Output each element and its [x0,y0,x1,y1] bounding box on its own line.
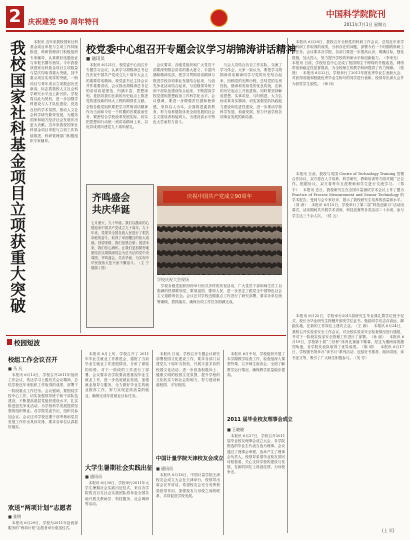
insert-box-body: 七月流火，九十华诞。我们以激动的心情迎来中国共产党成立九十周年。九十年来，党领导全国各族人民进行了艰苦卓绝的奋斗，取得了举世瞩目的伟大成就。回望来路，我们倍感自豪；展望未来，我们信心满怀。让我们更加紧密地团结在以胡锦涛同志为总书记的党中央周围，齐鸣盛会，共庆华诞，为实现中华民族伟大复兴而不懈奋斗。（文 宁德源 / 图） [91,221,149,270]
paper-name: 中国科学院院刊 [326,10,386,20]
photo-audience [157,225,282,275]
page-number-badge: 2 [6,6,24,28]
page-tail: (上 页) [382,528,395,533]
article-body-5: 本报讯 6月27日，学校召开2011届毕业校友理事会成立大会，各学院推选的毕业生代表当选为理事。会议通过了理事会章程，选举产生了理事会负责人。校领导希望毕业校友常回母校看看，关心支持学校的建设与发展，在新的岗位上再创佳绩，为母校争光。 [227,434,285,475]
meeting-photo [157,186,282,275]
photo-banner: 庆祝中国共产党成立90周年 [163,191,276,203]
brief-divider-2 [152,350,153,535]
article-byline-4: ■ 通讯员 [156,466,174,471]
date-line: 2011年7月1日 星期五 [344,22,387,27]
article-body-4: 本报讯 6月18日，中国计量学院天津校友会成立大会在天津举行，校领导出席会议并讲话，希望校友会充分发挥桥梁纽带作用，加强校友与母校之间的联系，共同促进学校发展。 [156,473,220,498]
brief-section-label: 校园短波 [14,339,40,347]
brief-body-col-4a: 本报讯 6月中旬，学校组织开展了本学期教学检查工作，检查组深入课堂听课，召开师生座谈会，全面了解教学运行情况，确保教学质量稳步提高。 [227,352,285,377]
article-body-3: 本报讯 6月30日，学校举行2011年大学生暑期社会实践出征仪式，来自各学院的近百支社会实践团队将奔赴全国各地开展支教助学、科技服务、社会调研等活动。 [85,481,149,506]
right-col-news-1: 本报讯 6月28日，我校召开全校性的科研工作会议，总结近年来学校科研工作取得的成绩，分析存在的问题，部署今后一个时期的科研工作任务。会议要求各学院、各部门要进一步提高认识，明确目标，强化措施，加大投入，努力提升学校的科研水平和创新能力。（李来光） 本报讯 日前，学校信息中心完成了校园网主干网络的升级改造，网络带宽和稳定性显著提高，为全校师生的教学科研提供了有力保障。（张晨） 本报讯 6月22日，学校举行了2011年度优秀毕业生表彰大会，对获得省级和校级优秀毕业生称号的同学进行表彰，校领导出席大会并为获奖学生颁奖。（章 伟） [292,40,404,86]
right-col-divider [287,38,288,533]
main-headline: 校党委中心组召开专题会议学习胡锦涛讲话精神 [86,45,296,56]
article-title-2: 欢送“两项计划”志愿者 [8,505,72,512]
photo-caption: 学校庆祝大会现场 [157,277,189,282]
insert-box-title: 齐鸣盛会 共庆华诞 [92,193,131,216]
lead-body-col-1: 本报讯 近年来我校国家社科基金项目申报与立项工作持续推进，科研管理部门积极组织专家辅导，认真做好选题论证与申报书撰写指导。今年我校获国家社科基金项目立项数量与层次均取得重大突破，其中重点项目实现零的突破，一般项目与青年项目立项数创历史新高，标志着我校人文社会科学研究水平迈上新台阶。学校将以此为契机，进一步加强学科建设与人才队伍建设，营造良好的学术氛围，推动人文社会科学研究繁荣发展，为服务国家和地方经济社会发展作出更大贡献。近年来我校国家社科基金项目申报与立项工作持续推进，科研管理部门积极组织专家辅导。 [30,40,78,143]
brief-body-col-3a: 本报讯 日前，学校召开专题会议研究部署校园文化建设工作，要求各部门以建党九十周年为契机，开展丰富多彩的校园文化活动，进一步营造积极向上、健康文明的校园文化氛围，提升学校的文化软实力和社会影响力，努力建设和谐校园、平安校园。 [156,352,220,388]
article-byline-5: ■ 王晓晓 [227,427,245,432]
article-byline-1: ■ 马 凡 [8,366,23,371]
article-title-1: 校组工作会议召开 [8,357,58,364]
article-title-5: 2011 届毕业校友理事会成立 [227,417,293,423]
brief-body-col-2a: 本报讯 6月上旬，学校召开了 2011 年毕业生就业工作推进会，通报了当前毕业生就业工作进展情况，分析了面临的形势，对下一阶段的工作进行了部署。会议要求各学院要高度重视毕业生就业工作，进一步拓宽就业渠道，加强就业指导与服务，全力做好毕业生的就业推荐工作，努力实现更高质量的就业，确保完成年度就业目标任务。 [85,352,149,398]
lead-body-col-5: 学校各级党组织纷纷举行形式多样的庆祝活动，广大党员干部和师生员工以饱满的热情歌颂党、歌颂祖国、歌颂人民，进一步坚定了跟党走中国特色社会主义道路的信念。会议还对学校近期重点工作进行了研究部署，要求各单位统筹兼顾，狠抓落实，确保各项工作任务圆满完成。 [157,284,282,304]
article-byline-3: ■ 通讯员 [85,474,103,479]
photo-stage-backdrop [157,206,282,224]
insert-box [86,184,154,328]
lead-body-col-4: 与会人员结合各自工作实际，交流了学习体会，大家一致认为，要把学习胡锦涛讲话精神同学习党的历史结合起来，回顾党的光辉历程，总结党的宝贵经验，继承和发扬党的优良传统，在新的历史起点上开拓进取。同时要坚持解放思想、实事求是、与时俱进，大力弘扬求真务实精神，切实加强党的执政能力建设和先进性建设，进一步推动学校科学发展、和谐发展，努力开创学校各项事业发展的新局面。 [220,63,282,120]
brief-section-marker-icon [7,339,12,345]
brief-divider-1 [81,350,82,535]
article-body-2: 本报讯 6月29日，学校为2011年赴西部服务的“两项计划”志愿者举行欢送仪式。 [8,521,78,531]
article-byline-2: ■ 张明 [8,514,22,519]
brief-divider-3 [223,350,224,535]
right-col-news-3: 本报讯 6月25日，学校举行2011届研究生毕业典礼暨学位授予仪式，校长为毕业研究生拨穗并颁发学位证书，勉励同学们志存高远、脚踏实地，在新的工作岗位上建功立业。（王 颖） 本报讯 6月24日，我校召开实验室安全工作会议，对全校实验室安全检查情况进行通报，并对下一阶段实验室安全管理工作进行了部署。（孙 丽） 本报讯 6月19日，学校第十届“三好杯”体育比赛落下帷幕，经过为期两周的激烈角逐，各学院代表队取得了优异成绩。（陈 明） 本报讯 6月17日，学校图书馆举办“读书月”系列活动，包括好书推荐、阅读讲座、读书征文等，吸引了广大师生积极参与。（吴 芳） [292,314,404,360]
lead-body-col-2: 本报讯 6月21日，校党委中心组召开专题学习会议，认真学习胡锦涛总书记在庆祝中国共产党成立九十周年大会上的重要讲话精神。校党委书记主持会议并作重要讲话，会议指出胡锦涛总书记的讲话高屋建瓴、内涵丰富、思想深刻，是指导我们在新的历史起点上推进党的建设新的伟大工程的纲领性文献。全校各级党组织要把学习贯彻讲话精神作为当前和今后一个时期的首要政治任务，紧密结合学校改革发展实际，切实把思想和行动统一到讲话精神上来，以优异成绩向建党九十周年献礼。 [86,63,148,130]
right-col-news-2: 本报讯 日前，我校与英国 Centre of Technology Training 签署合作协议，双方将在人才培养、科学研究、教师培训等方面开展广泛合作。根据协议，双方将每年互派教师和学生进行交流学习。（郑 宇） 本报讯 近日，我校研究生在全国计量测试学术会议上作了题为 Practice of Process Measurement and Sensor Technology 的学术报告，受到与会专家好评，展示了我校研究生培养的质量和水平。（刘 涛） 本报讯 6月15日，学校举行了第二届“科技创新月”活动闭幕式，活动期间共开展学术讲座、科技竞赛等各类活动二十余项，参与学生达三千余人次。（侯 云） [292,172,404,218]
party-emblem-icon [210,9,228,27]
lead-byline: ■ 通讯员 [86,57,105,62]
brief-section-rule [6,335,286,336]
lead-body-col-3: 会议要求，各级党组织和广大党员干部要深刻领会讲话的重大意义、丰富内涵和精神实质，把学习贯彻讲话精神与推进学校各项事业发展结合起来，与创先争优活动结合起来，与加强领导班子和干部队伍建设结合起来，不断提高学校党建和思想政治工作科学化水平。会议强调，要进一步增强责任感和使命感，坚持以人为本，全面推进素质教育，努力培养德智体美全面发展的社会主义建设者和接班人，为建设高水平特色大学而努力奋斗。 [153,63,215,125]
article-body-1: 本报讯 6月13日，学校召开2011年组织工作会议，传达学习上级有关会议精神，总结学校近年来组织工作取得的成绩，部署下一阶段重点工作任务。会议强调，要围绕学校中心工作，切实加强领导班子和干部队伍建设，不断提高基层党组织建设水平，扎实推进创先争优活动，为学校科学发展提供坚强的组织保证。各学院党委书记、组织员参加会议。会议还对学校近期干部考核和党员发展工作作出具体安排，要求各单位认真抓好落实。 [8,373,78,430]
article-title-4: 中国计量学院天津校友会成立 [156,456,224,462]
col-divider [80,38,81,333]
article-title-3: 大学生暑期社会实践出征 [85,465,154,472]
header-rule [6,30,404,32]
section-title: 庆祝建党 90 周年特刊 [28,18,99,26]
vertical-headline: 我校国家社科基金项目立项获重大突破 [8,40,26,314]
